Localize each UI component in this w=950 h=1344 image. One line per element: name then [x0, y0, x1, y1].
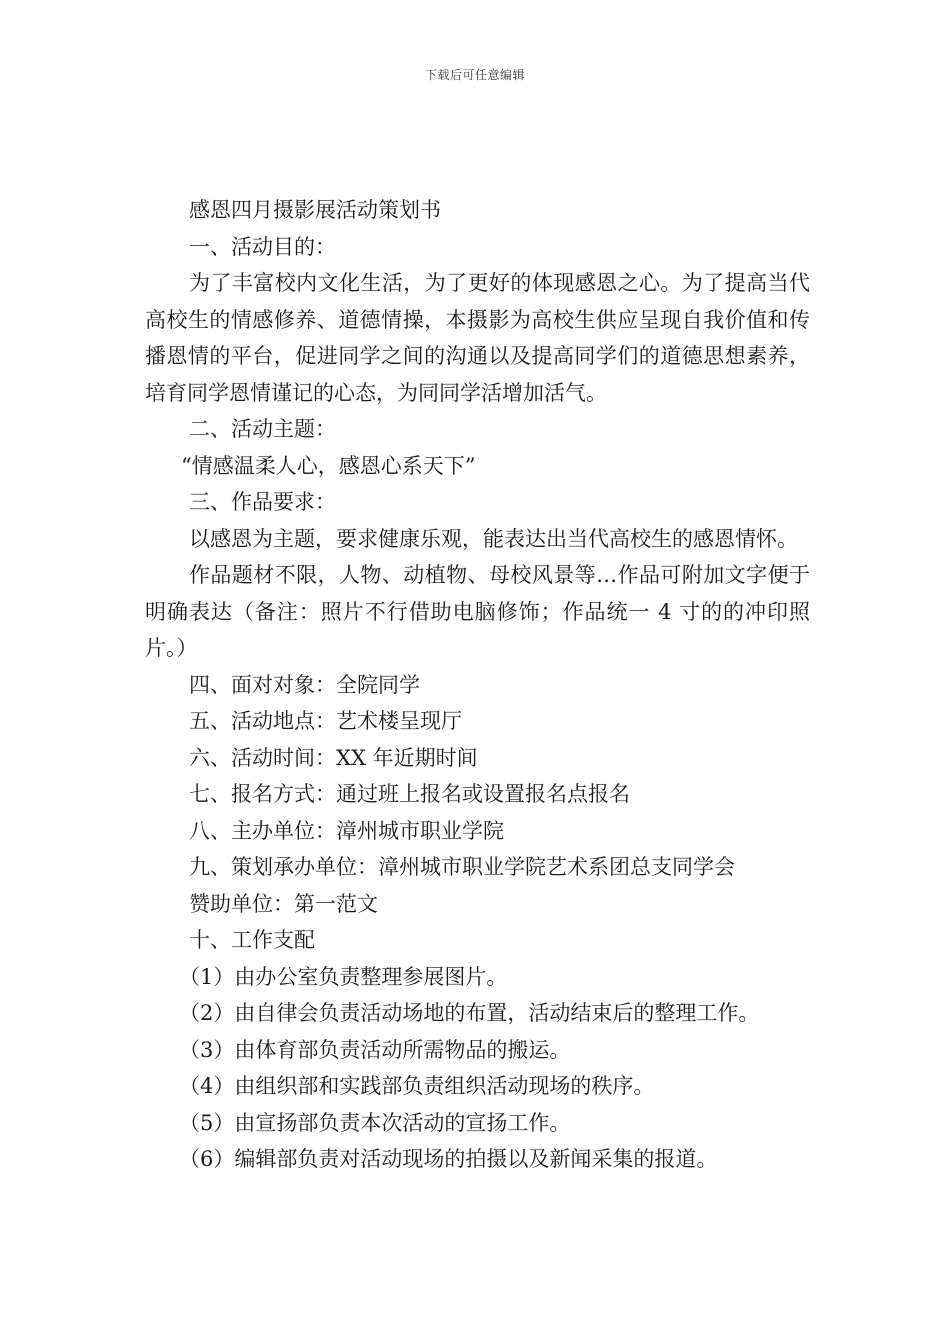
section-organizer: 八、主办单位：漳州城市职业学院: [189, 818, 504, 843]
section-audience: 四、面对对象：全院同学: [189, 672, 420, 697]
work-item: （1）由办公室负责整理参展图片。: [179, 964, 508, 989]
section-heading-requirements: 三、作品要求：: [189, 490, 336, 514]
section-registration: 七、报名方式：通过班上报名或设置报名点报名: [189, 782, 630, 806]
document-body: [145, 192, 810, 1178]
work-item: （6）编辑部负责对活动现场的拍摄以及新闻采集的报道。: [179, 1147, 718, 1171]
requirements-paragraph-1: 以感恩为主题，要求健康乐观，能表达出当代高校生的感恩情怀。: [189, 526, 798, 551]
document-title: 感恩四月摄影展活动策划书: [189, 198, 441, 222]
work-item: （5）由宣扬部负责本次活动的宣扬工作。: [179, 1110, 571, 1135]
section-heading-purpose: 一、活动目的：: [189, 234, 336, 259]
page-header-note: 下载后可任意编辑: [424, 68, 525, 82]
section-heading-work: 十、工作支配: [189, 928, 315, 952]
section-time: 六、活动时间：XX 年近期时间: [189, 745, 478, 770]
requirements-paragraph-2: 作品题材不限，人物、动植物、母校风景等…作品可附加文字便于明确表达（备注：照片不行借助电脑修饰；作品统一 4 寸的的冲印照片。）: [145, 563, 810, 660]
theme-slogan: “情感温柔人心，感恩心系天下”: [181, 453, 476, 478]
purpose-paragraph: 为了丰富校内文化生活，为了更好的体现感恩之心。为了提高当代高校生的情感修养、道德情操，本摄影为高校生供应呈现自我价值和传播恩情的平台，促进同学之间的沟通以及提高同学们的道德思想素养，培育同学恩情谨记的心态，为同同学活增加活气。: [145, 271, 810, 405]
section-location: 五、活动地点：艺术楼呈现厅: [189, 709, 462, 733]
work-item: （2）由自律会负责活动场地的布置，活动结束后的整理工作。: [179, 1001, 760, 1025]
work-item: （3）由体育部负责活动所需物品的搬运。: [179, 1037, 571, 1062]
work-item: （4）由组织部和实践部负责组织活动现场的秩序。: [179, 1074, 655, 1098]
section-heading-theme: 二、活动主题：: [189, 417, 336, 441]
section-planner: 九、策划承办单位：漳州城市职业学院艺术系团总支同学会: [189, 855, 735, 879]
section-sponsor: 赞助单位：第一范文: [189, 891, 378, 916]
